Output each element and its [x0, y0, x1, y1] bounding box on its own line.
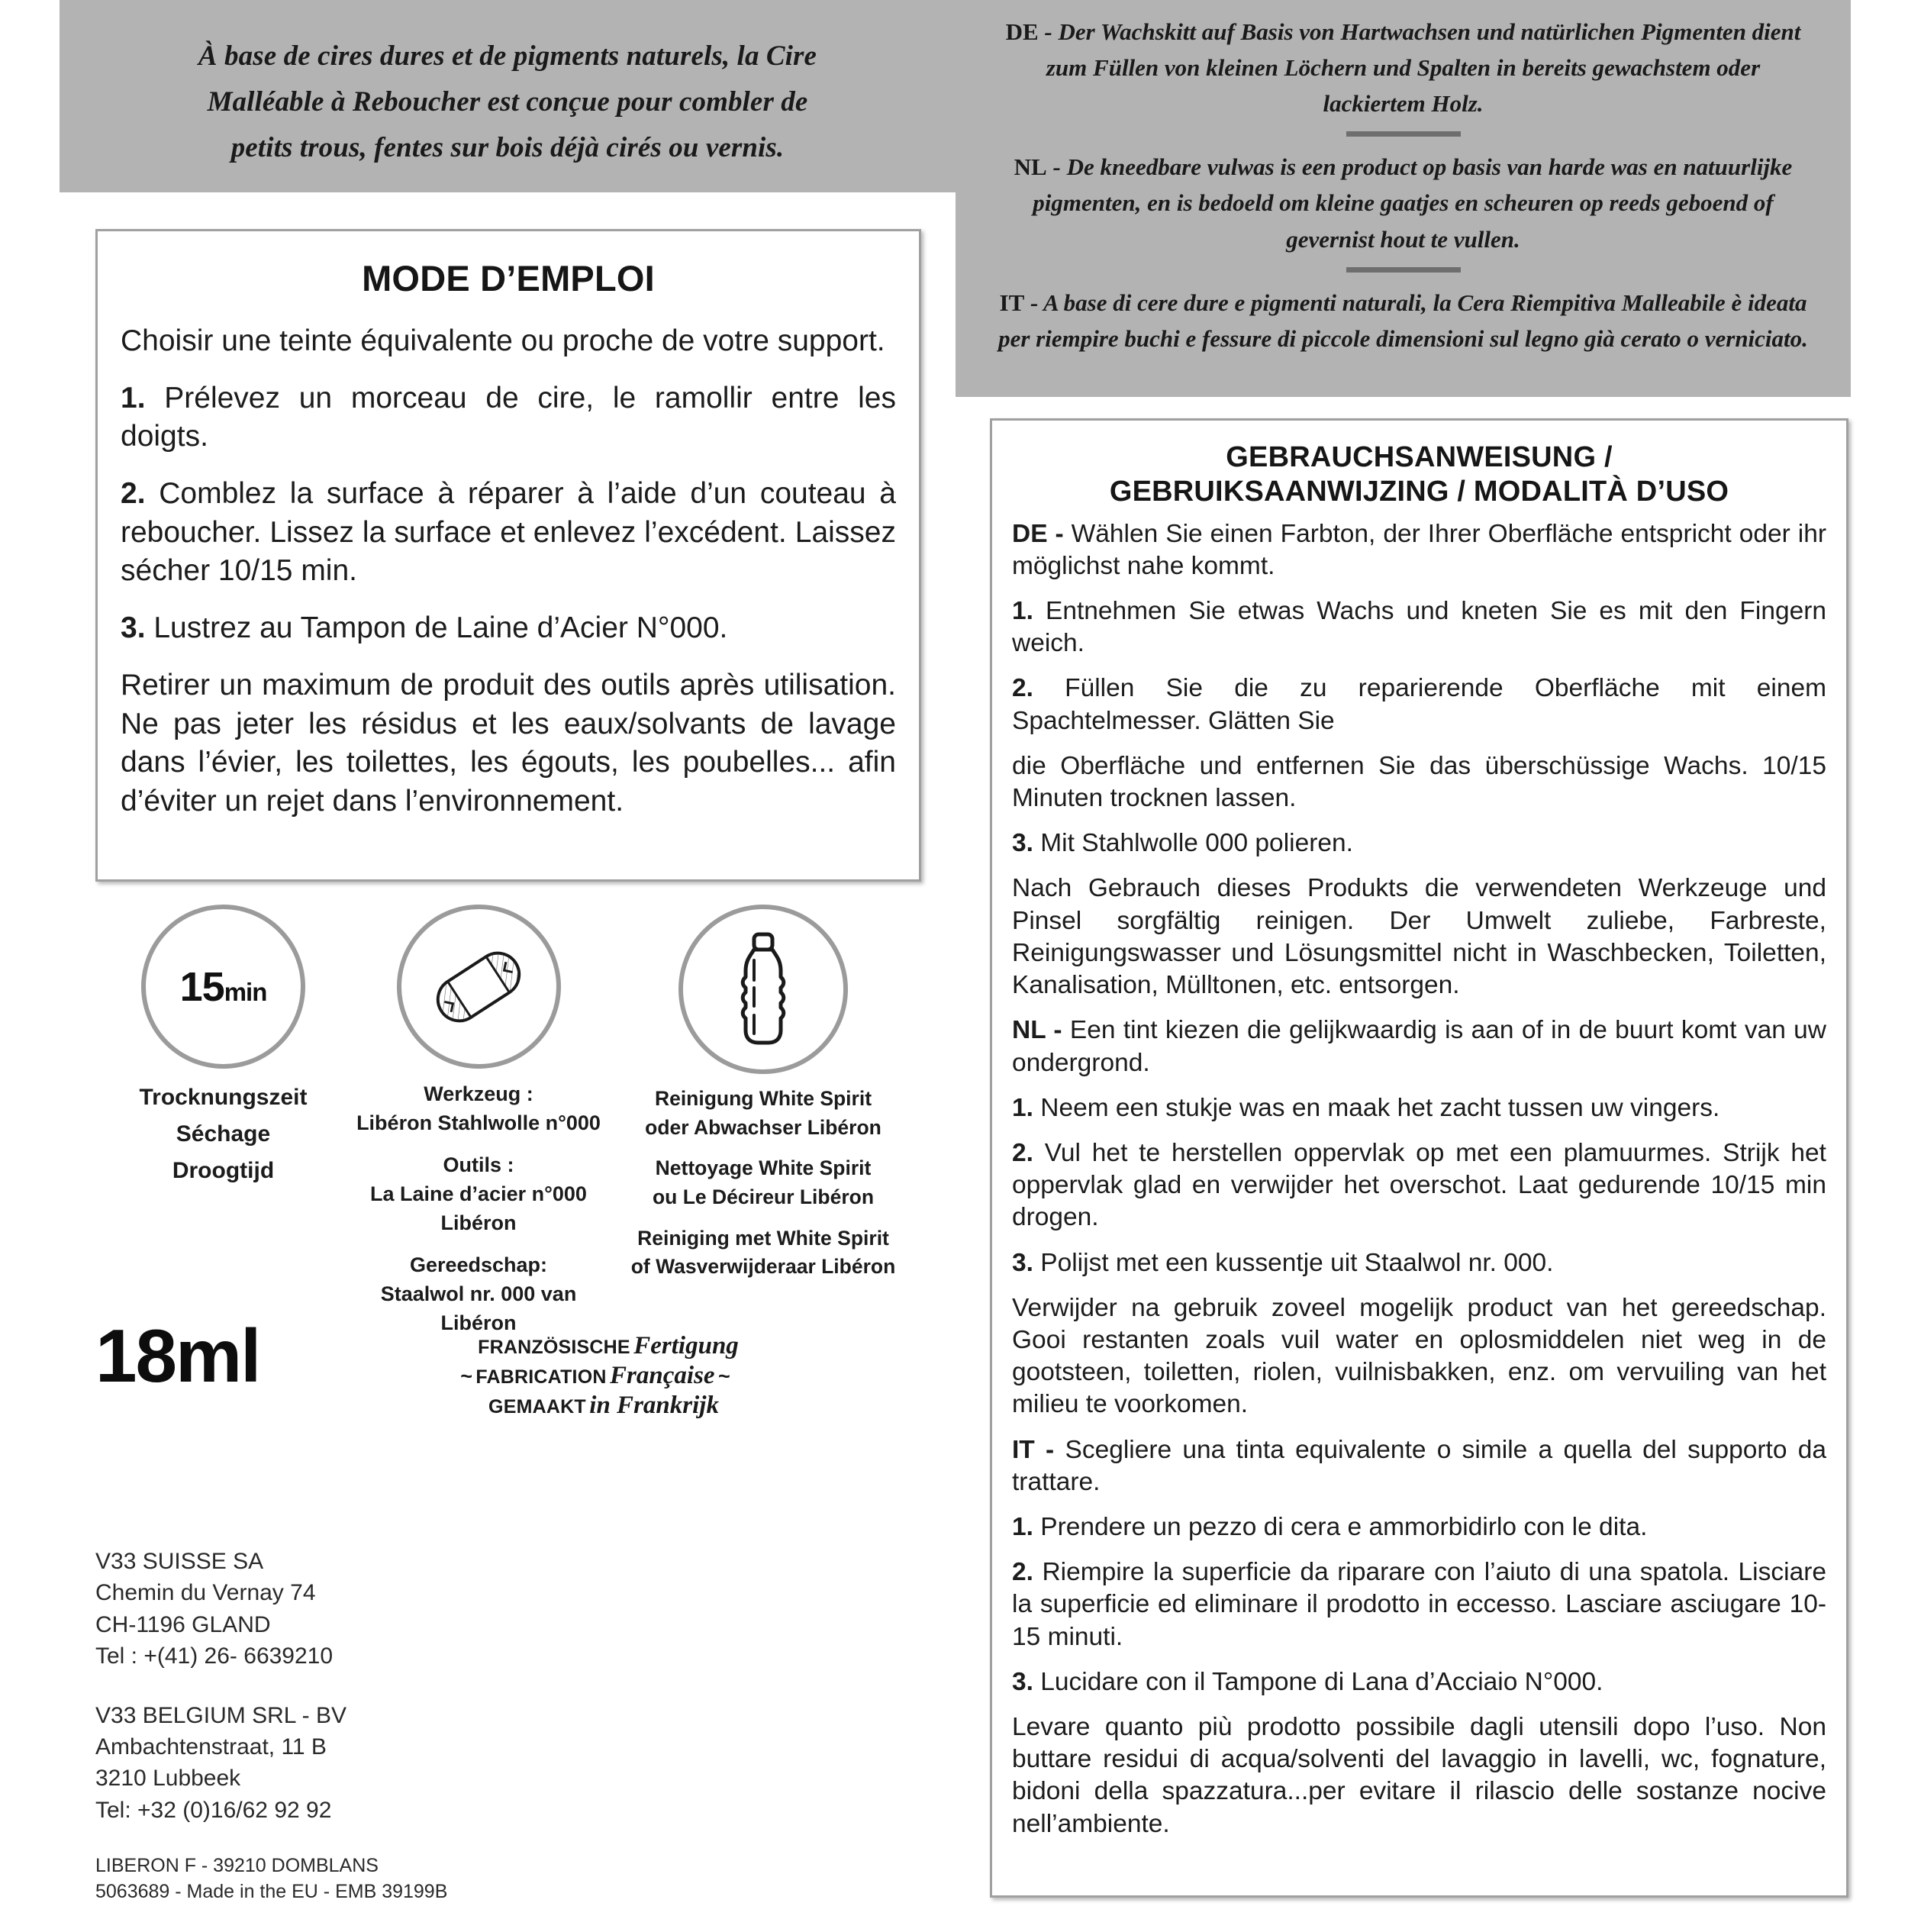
cleaning-caption-fr-group [599, 1154, 927, 1211]
multilingual-intro-panel [956, 0, 1851, 397]
nl-step-3-text: Polijst met een kussentje uit Staalwol nr. 000. [1033, 1248, 1554, 1277]
made-in-de-script: Fertigung [633, 1332, 739, 1359]
french-step-2 [121, 475, 896, 591]
liberon-address-line: LIBERON F - 39210 DOMBLANS [95, 1855, 379, 1877]
address-suisse-phone: Tel : +(41) 26- 6639210 [95, 1643, 334, 1669]
tilde-left: ~ [460, 1364, 472, 1388]
drying-caption-nl: Droogtijd [172, 1158, 275, 1183]
nl-intro-paragraph [1012, 1014, 1826, 1079]
lang-tag-it: IT [999, 289, 1025, 316]
french-step-1 [121, 379, 896, 456]
de-step-1-number: 1. [1012, 597, 1033, 626]
french-box-title: MODE D’EMPLOI [362, 258, 655, 298]
it-step-3-number: 3. [1012, 1667, 1033, 1696]
nl-step-3 [1012, 1247, 1826, 1279]
de-label: DE - [1012, 519, 1072, 548]
address-suisse-line-1: V33 SUISSE SA [95, 1549, 264, 1574]
intro-de-text: Der Wachskitt auf Basis von Hartwachsen und natürlichen Pigmenten dient zum Füllen von kleinen Löchern und Spalten in bereits gewachstem oder lackiertem Holz. [1046, 18, 1801, 118]
drying-caption-de: Trocknungszeit [139, 1085, 308, 1110]
nl-step-1-number: 1. [1012, 1093, 1033, 1122]
de-step-3-text: Mit Stahlwolle 000 polieren. [1033, 829, 1353, 858]
made-in-nl-caps: GEMAAKT [488, 1395, 586, 1418]
it-step-3 [1012, 1666, 1826, 1698]
cleaning-caption-de-group [599, 1085, 927, 1142]
bottle-icon [706, 927, 820, 1053]
french-step-2-text: Comblez la surface à réparer à l’aide d’un couteau à reboucher. Lissez la surface et enlevez l’excédent. Laissez sécher 10/15 min. [121, 477, 896, 588]
it-step-1-number: 1. [1012, 1512, 1033, 1541]
drying-time-cell [95, 905, 351, 1189]
french-intro-panel [60, 0, 956, 192]
batch-code-line: 5063689 - Made in the EU - EMB 39199B [95, 1880, 448, 1902]
de-intro-paragraph [1012, 518, 1826, 582]
made-in-france-mark [443, 1331, 748, 1421]
address-suisse [95, 1546, 782, 1672]
tool-caption-de-value: Libéron Stahlwolle n°000 [356, 1111, 601, 1135]
french-step-3-text: Lustrez au Tampon de Laine d’Acier N°000. [145, 611, 728, 645]
french-intro-text: À base de cires dures et de pigments naturels, la Cire Malléable à Reboucher est conçue pour combler de petits trous, fentes sur bois déjà cirés ou vernis. [198, 40, 817, 163]
french-step-3 [121, 609, 896, 648]
cleaning-caption-fr-line1: Nettoyage White Spirit [655, 1156, 872, 1180]
address-suisse-line-2: Chemin du Vernay 74 [95, 1580, 316, 1606]
french-instructions-box [95, 229, 921, 882]
intro-nl [956, 149, 1851, 256]
made-in-fr-script: Française [610, 1361, 715, 1389]
nl-intro-text: Een tint kiezen die gelijkwaardig is aan of in de buurt komt van uw ondergrond. [1012, 1016, 1827, 1077]
intro-nl-text: De kneedbare vulwas is een product op basis van harde was en natuurlijke pigmenten, en is bedoeld om kleine gaatjes en scheuren op reeds geboend of gevernist hout te vullen. [1033, 153, 1793, 253]
de-step-3 [1012, 827, 1826, 860]
lang-tag-nl: NL [1014, 153, 1047, 181]
de-step-2-continued: die Oberfläche und entfernen Sie das überschüssige Wachs. 10/15 Minuten trocknen lassen. [1012, 751, 1826, 813]
de-step-1 [1012, 595, 1826, 660]
made-in-line-nl [443, 1391, 748, 1421]
french-step-3-number: 3. [121, 611, 146, 645]
it-step-2-number: 2. [1012, 1558, 1033, 1587]
address-belgium-line-2: Ambachtenstraat, 11 B [95, 1734, 327, 1759]
tool-caption-de-group [345, 1079, 612, 1138]
french-step-2-number: 2. [121, 477, 146, 511]
volume-label: 18ml [95, 1314, 260, 1398]
it-step-1 [1012, 1511, 1826, 1543]
it-disposal-paragraph: Levare quanto più prodotto possibile dagli utensili dopo l’uso. Non buttare residui di acqua/solventi del lavaggio in lavelli, wc, fognature, bidoni della spazzatura...per evitare il rilascio delle sostanze nocive nell’ambiente. [1012, 1712, 1826, 1838]
de-step-1-text: Entnehmen Sie etwas Wachs und kneten Sie es mit den Fingern weich. [1012, 597, 1826, 658]
de-disposal-paragraph: Nach Gebrauch dieses Produkts die verwendeten Werkzeuge und Pinsel sorgfältig reinigen. Der Umwelt zuliebe, Farbreste, Reinigungswasser und Lösungsmittel nicht in Waschbecken, Toiletten, Kanalisation, Mülltonen, etc. entsorgen. [1012, 874, 1826, 1000]
cleaning-caption-nl-line2: of Wasverwijderaar Libéron [630, 1255, 896, 1279]
it-step-2-text: Riempire la superficie da riparare con l’aiuto di una spatola. Lisciare la superficie ed eliminare il prodotto in eccesso. Lasciare asciugare 10-15 minuti. [1012, 1558, 1826, 1651]
cleaning-caption-nl-line1: Reiniging met White Spirit [637, 1226, 889, 1250]
intro-divider-1 [1346, 131, 1461, 137]
tool-caption-nl-label: Gereedschap: [409, 1253, 548, 1276]
de-step-2-text: Füllen Sie die zu reparierende Oberfläche mit einem Spachtelmesser. Glätten Sie [1012, 674, 1826, 735]
made-in-nl-script: in Frankrijk [589, 1391, 719, 1419]
cleaning-caption-de-line1: Reinigung White Spirit [654, 1087, 872, 1110]
drying-caption-fr: Séchage [176, 1121, 271, 1147]
cleaning-caption-fr-line2: ou Le Décireur Libéron [652, 1185, 875, 1208]
multilingual-box-title-line-2: GEBRUIKSAANWIJZING / MODALITÀ D’USO [1109, 475, 1729, 508]
de-step-2 [1012, 672, 1826, 737]
tool-cell [345, 905, 612, 1350]
address-suisse-line-3: CH-1196 GLAND [95, 1611, 271, 1637]
address-belgium-line-3: 3210 Lubbeek [95, 1766, 241, 1792]
it-step-3-text: Lucidare con il Tampone di Lana d’Acciaio N°000. [1033, 1667, 1603, 1696]
french-step-1-number: 1. [121, 381, 146, 414]
cleaning-caption-de-line2: oder Abwachser Libéron [645, 1115, 881, 1139]
tool-caption-fr-value: La Laine d’acier n°000 Libéron [370, 1182, 587, 1235]
tool-caption-nl-value: Staalwol nr. 000 van Libéron [380, 1282, 577, 1335]
intro-de-sep: - [1038, 18, 1059, 45]
address-belgium-line-1: V33 BELGIUM SRL - BV [95, 1702, 347, 1728]
intro-it [956, 285, 1851, 356]
tilde-right: ~ [718, 1364, 730, 1388]
it-label: IT - [1012, 1435, 1065, 1464]
address-liberon [95, 1853, 782, 1905]
drying-time-circle-icon [141, 905, 305, 1069]
intro-de [956, 0, 1851, 121]
tool-caption-fr-group [345, 1150, 612, 1238]
drying-time-value: 15min [179, 963, 267, 1010]
tool-caption-de-label: Werkzeug : [424, 1082, 533, 1105]
volume-and-origin-row [95, 1313, 782, 1427]
intro-it-sep: - [1024, 289, 1043, 316]
multilingual-instructions-box [990, 418, 1848, 1898]
steel-wool-icon [417, 926, 540, 1048]
made-in-line-de [443, 1331, 748, 1361]
intro-it-text: A base di cere dure e pigmenti naturali, la Cera Riempitiva Malleabile è ideata per riempire buchi e fessure di piccole dimensioni sul legno già cerato o verniciato. [998, 289, 1808, 352]
cleaning-caption-nl-group [599, 1224, 927, 1282]
nl-step-2-text: Vul het te herstellen oppervlak op met een plamuurmes. Strijk het oppervlak glad en verwijder het overschot. Laat gedurende 10/15 min drogen. [1012, 1138, 1826, 1232]
cleaning-cell [599, 905, 927, 1294]
french-intro-paragraph: Choisir une teinte équivalente ou proche de votre support. [121, 324, 885, 357]
intro-nl-sep: - [1046, 153, 1067, 181]
made-in-line-fr [443, 1361, 748, 1391]
it-intro-text: Scegliere una tinta equivalente o simile a quella del supporto da trattare. [1012, 1435, 1826, 1496]
nl-step-3-number: 3. [1012, 1248, 1033, 1277]
it-step-2 [1012, 1556, 1826, 1653]
de-step-3-number: 3. [1012, 829, 1033, 858]
it-step-1-text: Prendere un pezzo di cera e ammorbidirlo con le dita. [1033, 1512, 1648, 1541]
nl-step-2-number: 2. [1012, 1138, 1033, 1167]
nl-disposal-paragraph: Verwijder na gebruik zoveel mogelijk product van het gereedschap. Gooi restanten zoals vuil water en oplosmiddelen niet weg in de gootsteen, toiletten, riolen, vuilnisbakken, enz. om vervuiling van het milieu te voorkomen. [1012, 1293, 1826, 1419]
french-disposal-paragraph: Retirer un maximum de produit des outils après utilisation. Ne pas jeter les résidus et les eaux/solvants de lavage dans l’évier, les toilettes, les égouts, les poubelles... afin d’éviter un rejet dans l’environnement. [121, 668, 896, 818]
multilingual-box-title-line-1: GEBRAUCHSANWEISUNG / [1226, 441, 1613, 473]
nl-step-1 [1012, 1092, 1826, 1124]
address-belgium-phone: Tel: +32 (0)16/62 92 92 [95, 1797, 332, 1823]
nl-step-1-text: Neem een stukje was en maak het zacht tussen uw vingers. [1033, 1093, 1720, 1122]
bottle-circle-icon [678, 905, 848, 1074]
pictogram-row [95, 905, 927, 1335]
de-step-2-number: 2. [1012, 674, 1033, 703]
french-step-1-text: Prélevez un morceau de cire, le ramollir entre les doigts. [121, 381, 896, 453]
steel-wool-circle-icon [397, 905, 561, 1069]
de-intro-text: Wählen Sie einen Farbton, der Ihrer Oberfläche entspricht oder ihr möglichst nahe kommt. [1012, 519, 1826, 580]
made-in-de-caps: FRANZÖSISCHE [478, 1337, 630, 1358]
address-belgium [95, 1700, 782, 1827]
made-in-fr-caps: FABRICATION [475, 1366, 607, 1388]
drying-time-unit: min [224, 977, 267, 1006]
nl-label: NL - [1012, 1016, 1070, 1045]
manufacturer-address-block [95, 1546, 782, 1932]
intro-divider-2 [1346, 267, 1461, 273]
lang-tag-de: DE [1005, 18, 1039, 45]
tool-caption-fr-label: Outils : [443, 1153, 514, 1176]
it-intro-paragraph [1012, 1434, 1826, 1498]
nl-step-2 [1012, 1137, 1826, 1234]
multilingual-box-title [1012, 440, 1826, 509]
